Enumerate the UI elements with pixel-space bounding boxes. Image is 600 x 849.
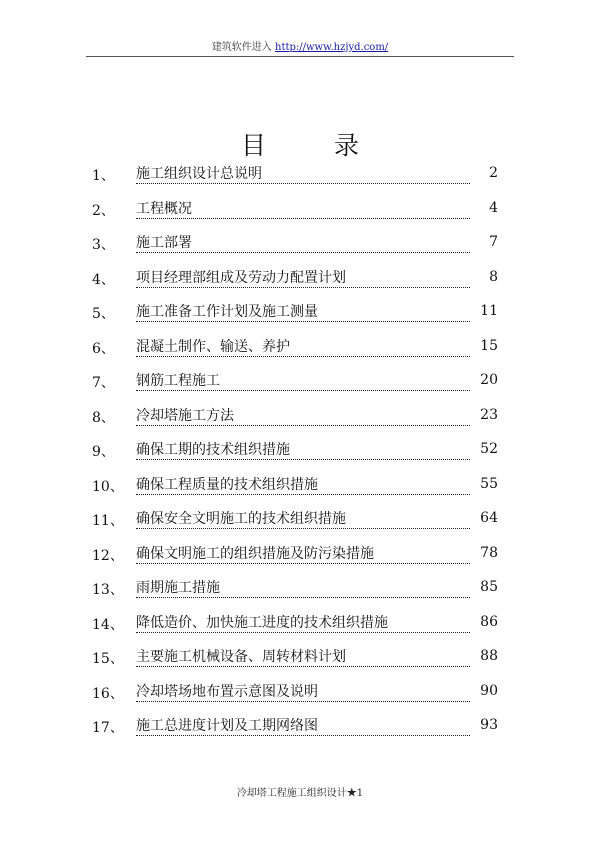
toc-entry-title[interactable]: 施工部署 — [136, 235, 192, 251]
toc-page-number: 88 — [480, 648, 498, 664]
toc-entry-title[interactable]: 项目经理部组成及劳动力配置计划 — [136, 269, 346, 286]
toc-entry-title[interactable]: 确保文明施工的组织措施及防污染措施 — [136, 545, 374, 562]
toc-entry-leader — [136, 648, 470, 667]
toc-number: 13、 — [92, 582, 124, 598]
toc-entry-title[interactable]: 降低造价、加快施工进度的技术组织措施 — [136, 614, 388, 631]
toc-entry-leader — [136, 269, 470, 288]
toc-page-number: 7 — [489, 234, 498, 250]
toc-entry-leader — [136, 372, 470, 391]
toc-row[interactable] — [0, 196, 600, 231]
toc-number: 6、 — [92, 340, 115, 357]
header-rule — [86, 56, 514, 57]
toc-page-number: 52 — [480, 441, 498, 457]
toc-entry-leader — [136, 579, 470, 598]
toc-row[interactable] — [0, 437, 600, 472]
toc-page-number: 85 — [480, 579, 498, 595]
toc-entry-leader — [136, 165, 470, 184]
toc-entry-title[interactable]: 钢筋工程施工 — [136, 373, 220, 389]
toc-page-number: 93 — [480, 717, 498, 733]
toc-entry-leader — [136, 683, 470, 702]
toc-entry-title[interactable]: 冷却塔施工方法 — [136, 407, 234, 424]
toc-entry-leader — [136, 338, 470, 357]
toc-entry-title[interactable]: 冷却塔场地布置示意图及说明 — [136, 683, 318, 700]
toc-row[interactable] — [0, 334, 600, 369]
toc-page-number: 4 — [489, 199, 498, 216]
toc-row[interactable] — [0, 679, 600, 714]
toc-page-number: 86 — [480, 613, 498, 630]
toc-row[interactable] — [0, 575, 600, 610]
toc-number: 4、 — [92, 271, 115, 288]
toc-entry-leader — [136, 545, 470, 564]
toc-row[interactable] — [0, 644, 600, 679]
toc-number: 17、 — [92, 720, 124, 736]
toc-row[interactable] — [0, 472, 600, 507]
toc-entry-title[interactable]: 确保工程质量的技术组织措施 — [136, 476, 318, 493]
toc-row[interactable] — [0, 713, 600, 748]
toc-number: 11、 — [92, 513, 124, 529]
toc-row[interactable] — [0, 368, 600, 403]
toc-title: 目 录 — [241, 131, 389, 160]
toc-entry-title[interactable]: 工程概况 — [136, 200, 192, 217]
toc-row[interactable] — [0, 541, 600, 576]
toc-page-number: 2 — [489, 165, 498, 181]
toc-number: 16、 — [92, 685, 124, 702]
page-footer: 冷却塔工程施工组织设计★1 — [236, 788, 364, 799]
toc-number: 5、 — [92, 306, 115, 322]
toc-entry-title[interactable]: 雨期施工措施 — [136, 580, 220, 596]
toc-number: 15、 — [92, 651, 124, 667]
toc-entry-title[interactable]: 施工总进度计划及工期网络图 — [136, 718, 318, 734]
table-of-contents — [0, 161, 600, 748]
toc-number: 1、 — [92, 168, 115, 184]
toc-row[interactable] — [0, 161, 600, 196]
toc-entry-title[interactable]: 主要施工机械设备、周转材料计划 — [136, 649, 346, 665]
toc-number: 2、 — [92, 202, 115, 219]
toc-entry-leader — [136, 407, 470, 426]
toc-entry-leader — [136, 614, 470, 633]
toc-page-number: 55 — [480, 475, 498, 492]
toc-entry-title[interactable]: 确保安全文明施工的技术组织措施 — [136, 511, 346, 527]
toc-row[interactable] — [0, 506, 600, 541]
toc-page-number: 11 — [480, 303, 498, 319]
toc-page-number: 64 — [480, 510, 498, 526]
toc-entry-leader — [136, 200, 470, 219]
toc-number: 8、 — [92, 409, 115, 426]
toc-page-number: 23 — [480, 406, 498, 423]
toc-entry-leader — [136, 303, 470, 322]
toc-number: 9、 — [92, 444, 115, 460]
toc-entry-leader — [136, 510, 470, 529]
toc-entry-leader — [136, 441, 470, 460]
toc-entry-leader — [136, 476, 470, 495]
toc-row[interactable] — [0, 403, 600, 438]
toc-number: 12、 — [92, 547, 124, 564]
toc-number: 10、 — [92, 478, 124, 495]
toc-entry-title[interactable]: 确保工期的技术组织措施 — [136, 442, 290, 458]
toc-number: 3、 — [92, 237, 115, 253]
page-header — [0, 38, 600, 53]
toc-row[interactable] — [0, 230, 600, 265]
toc-page-number: 90 — [480, 682, 498, 699]
toc-number: 7、 — [92, 375, 115, 391]
toc-row[interactable] — [0, 265, 600, 300]
toc-page-number: 78 — [480, 544, 498, 561]
header-prefix: 建筑软件进入 — [211, 42, 275, 53]
toc-row[interactable] — [0, 299, 600, 334]
toc-page-number: 20 — [480, 372, 498, 388]
toc-page-number: 8 — [489, 268, 498, 285]
header-link[interactable]: http://www.hzjyd.com/ — [275, 42, 389, 53]
toc-entry-leader — [136, 234, 470, 253]
toc-entry-leader — [136, 717, 470, 736]
toc-entry-title[interactable]: 施工组织设计总说明 — [136, 166, 262, 182]
toc-entry-title[interactable]: 混凝土制作、输送、养护 — [136, 338, 290, 355]
toc-entry-title[interactable]: 施工准备工作计划及施工测量 — [136, 304, 318, 320]
toc-number: 14、 — [92, 616, 124, 633]
toc-page-number: 15 — [480, 337, 498, 354]
toc-row[interactable] — [0, 610, 600, 645]
